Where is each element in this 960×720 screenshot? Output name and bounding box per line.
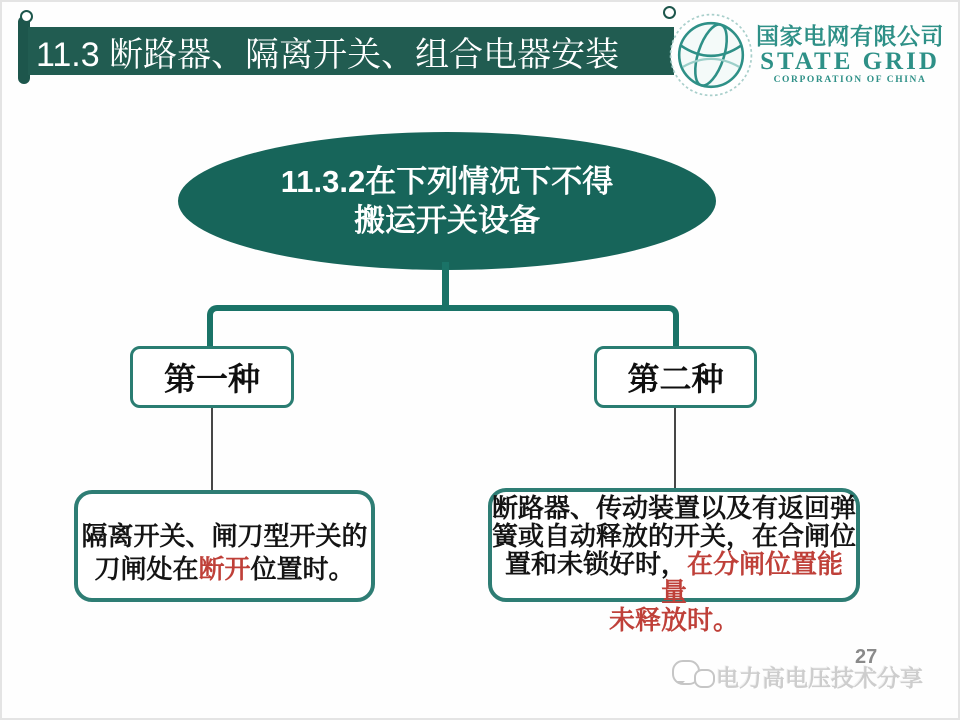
highlight-text: 断开 bbox=[198, 554, 251, 584]
connector-stem bbox=[442, 262, 449, 308]
root-node-ellipse bbox=[178, 132, 716, 270]
highlight-text: 在分闸位置能量 bbox=[660, 549, 844, 607]
detail2-line1: 断路器、传动装置以及有返回弹 bbox=[492, 493, 857, 523]
detail2-line2: 簧或自动释放的开关，在合闸位 bbox=[492, 521, 857, 551]
header-bar bbox=[28, 27, 674, 75]
branch-label-box-2 bbox=[594, 346, 757, 408]
connector-drop-left bbox=[211, 408, 213, 490]
branch-label-1: 第一种 bbox=[163, 361, 260, 397]
globe-icon bbox=[668, 9, 754, 101]
branch-label-2: 第二种 bbox=[627, 361, 724, 397]
page-title: 11.3 断路器、隔离开关、组合电器安装 bbox=[36, 35, 620, 74]
detail1-line2: 刀闸处在断开位置时。 bbox=[94, 554, 355, 584]
state-grid-logo bbox=[754, 24, 946, 86]
connector-drop-right bbox=[674, 408, 676, 488]
logo-company-cn: 国家电网有限公司 bbox=[756, 23, 944, 49]
branch-detail-box-2 bbox=[488, 488, 860, 635]
page-number: 27 bbox=[855, 646, 878, 668]
root-title-line1: 11.3.2在下列情况下不得 bbox=[280, 164, 614, 199]
watermark bbox=[670, 654, 923, 698]
logo-company-sub: CORPORATION OF CHINA bbox=[773, 75, 927, 86]
branch-label-box-1 bbox=[130, 346, 294, 408]
detail2-line3: 置和未锁好时，在分闸位置能量 bbox=[504, 549, 844, 607]
logo-company-en: STATE GRID bbox=[760, 48, 940, 76]
scroll-curl-left-icon bbox=[20, 10, 33, 23]
chat-bubbles-icon bbox=[670, 656, 716, 696]
branch-detail-box-1 bbox=[74, 490, 375, 602]
connector-bracket bbox=[207, 305, 679, 350]
detail2-line4: 未释放时。 bbox=[608, 605, 739, 635]
root-title-line2: 搬运开关设备 bbox=[354, 203, 540, 238]
detail1-line1: 隔离开关、闸刀型开关的 bbox=[81, 521, 368, 551]
watermark-text: 电力高电压技术分享 bbox=[716, 664, 923, 691]
